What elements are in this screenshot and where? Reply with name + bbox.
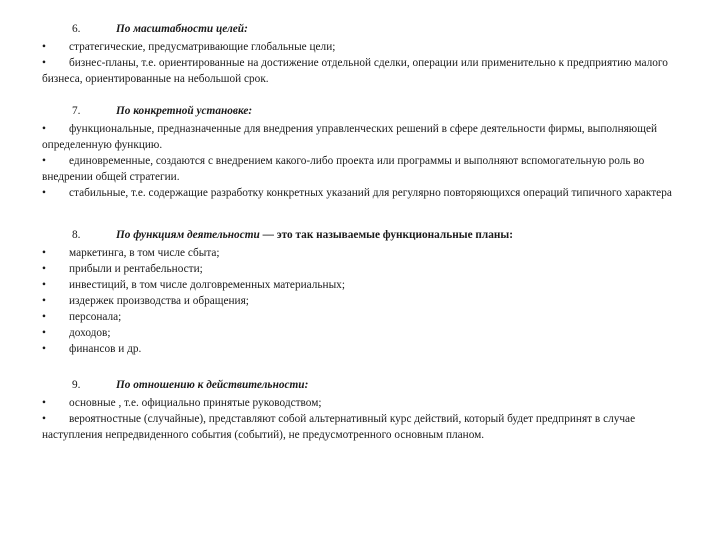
list-item-text: маркетинга, в том числе сбыта; [69,247,220,259]
list-item-text: единовременные, создаются с внедрением какого-либо проекта или программы и выполняют вспомогательную роль во внедрении общей стратегии. [42,155,645,183]
list-item [42,121,682,153]
list-item-text: инвестиций, в том числе долговременных материальных; [69,279,345,291]
section-title: По масштабности целей: [116,23,248,35]
list-item [42,153,682,185]
section-title: По отношению к действительности: [116,379,309,391]
section-9 [42,377,682,443]
bullet-icon: • [42,397,46,409]
bullet-icon: • [42,155,46,167]
bullet-icon: • [42,41,46,53]
bullet-icon: • [42,187,46,199]
bullet-icon: • [42,327,46,339]
bullet-icon: • [42,343,46,355]
bullet-icon: • [42,295,46,307]
list-item-text: финансов и др. [69,343,142,355]
list-item-text: основные , т.е. официально принятые руководством; [69,397,322,409]
list-item [42,185,682,201]
list-item [42,245,682,261]
list-item-text: персонала; [69,311,122,323]
list-item [42,395,682,411]
list-item [42,325,682,341]
section-8 [42,227,682,357]
section-heading [42,103,682,119]
list-item-text: вероятностные (случайные), представляют собой альтернативный курс действий, который будет предпринят в случае наступления непредвиденного события (событий), не предусмотренного основным планом. [42,413,636,441]
list-item [42,277,682,293]
bullet-icon: • [42,247,46,259]
section-title: По конкретной установке: [116,105,253,117]
section-title-suffix: — это так называемые функциональные планы: [259,229,513,241]
list-item-text: издержек производства и обращения; [69,295,249,307]
list-item-text: стабильные, т.е. содержащие разработку конкретных указаний для регулярно повторяющихся операций типичного характера [69,187,672,199]
section-number: 6. [72,23,81,35]
list-item-text: прибыли и рентабельности; [69,263,203,275]
list-item-text: бизнес-планы, т.е. ориентированные на достижение отдельной сделки, операции или применительно к предприятию малого бизнеса, ориентированные на небольшой срок. [42,57,668,85]
section-6 [42,21,682,87]
list-item [42,39,682,55]
bullet-icon: • [42,57,46,69]
section-number: 7. [72,105,81,117]
list-item [42,309,682,325]
list-item-text: функциональные, предназначенные для внедрения управленческих решений в сфере деятельности фирмы, выполняющей определенную функцию. [42,123,658,151]
section-heading [42,377,682,393]
list-item-text: доходов; [69,327,111,339]
list-item [42,261,682,277]
list-item-text: стратегические, предусматривающие глобальные цели; [69,41,336,53]
bullet-icon: • [42,279,46,291]
list-item [42,341,682,357]
section-heading [42,227,682,243]
section-number: 9. [72,379,81,391]
list-item [42,55,682,87]
bullet-icon: • [42,311,46,323]
list-item [42,411,682,443]
list-item [42,293,682,309]
bullet-icon: • [42,263,46,275]
section-heading [42,21,682,37]
section-number: 8. [72,229,81,241]
bullet-icon: • [42,123,46,135]
section-title: По функциям деятельности [116,229,260,241]
bullet-icon: • [42,413,46,425]
section-7 [42,103,682,201]
